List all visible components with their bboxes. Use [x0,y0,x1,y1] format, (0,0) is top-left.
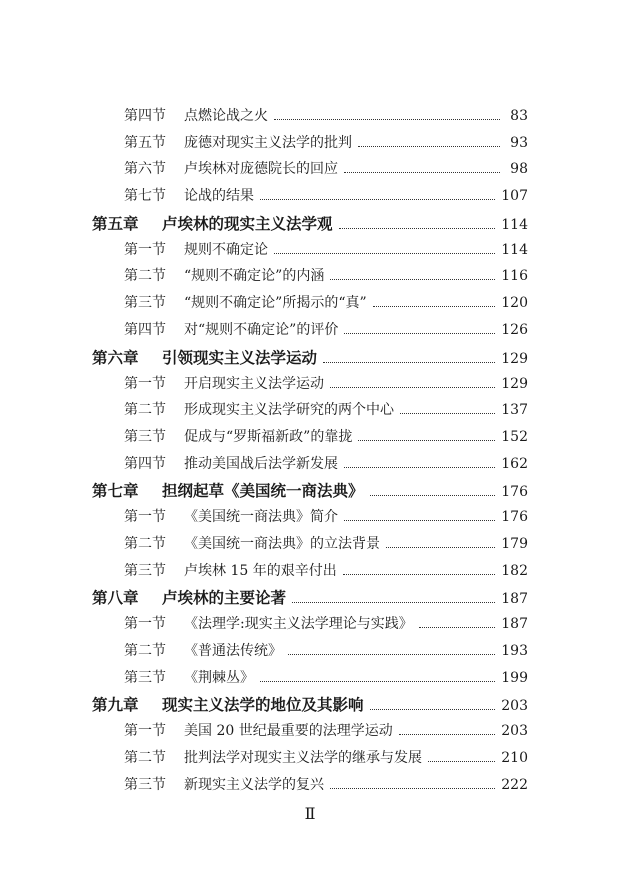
dot-leader [373,305,496,307]
entry-page: 152 [501,428,528,445]
entry-label: 第三节 [124,428,166,445]
entry-title: 点燃论战之火 [184,108,268,124]
dot-leader [344,332,495,334]
entry-page: 179 [501,535,528,552]
chapter-page: 129 [501,350,528,367]
entry-title: 批判法学对现实主义法学的继承与发展 [184,750,422,767]
entry-label: 第四节 [124,321,166,338]
entry-page: 129 [501,375,528,392]
toc-entry [92,640,528,667]
dot-leader [399,733,496,735]
chapter-title: 卢埃林的主要论著 [162,588,287,608]
entry-page: 137 [501,402,528,419]
dot-leader [428,760,495,762]
dot-leader [330,386,495,388]
entry-label: 第三节 [124,669,166,686]
table-of-contents [92,105,528,800]
toc-entry [92,533,528,560]
dot-leader [323,361,495,363]
entry-label: 第三节 [124,562,166,579]
entry-page: 116 [501,268,528,285]
entry-label: 第七节 [124,188,166,205]
entry-label: 第一节 [124,723,166,740]
entry-title: 卢埃林对庞德院长的回应 [184,161,338,178]
toc-entry [92,265,528,292]
dot-leader [292,601,495,603]
toc-entry [92,239,528,266]
dot-leader [386,546,495,548]
toc-entry [92,560,528,587]
entry-label: 第三节 [124,776,166,793]
entry-label: 第二节 [124,268,166,285]
entry-label: 第二节 [124,750,166,767]
entry-page: 83 [510,108,528,124]
chapter-label: 第六章 [92,347,139,367]
chapter-page: 114 [501,216,528,233]
entry-label: 第一节 [124,241,166,258]
entry-label: 第二节 [124,535,166,552]
entry-title: 论战的结果 [184,188,254,205]
chapter-page: 203 [501,698,528,715]
toc-entry [92,506,528,533]
entry-page: 210 [501,750,528,767]
entry-page: 182 [501,562,528,579]
entry-page: 193 [501,643,528,659]
chapter-title: 担纲起草《美国统一商法典》 [162,481,364,501]
toc-chapter [92,212,528,239]
entry-label: 第一节 [124,616,166,633]
chapter-label: 第九章 [92,695,139,715]
entry-title: “规则不确定论”所揭示的“真” [184,295,367,312]
dot-leader [358,439,495,441]
entry-page: 176 [501,509,528,526]
entry-label: 第一节 [124,509,166,526]
entry-label: 第二节 [124,402,166,419]
dot-leader [344,519,495,521]
entry-page: 126 [501,321,528,338]
toc-entry [92,774,528,801]
toc-entry [92,453,528,480]
dot-leader [288,653,495,655]
entry-page: 187 [501,616,528,633]
entry-label: 第六节 [124,161,166,178]
entry-page: 162 [501,455,528,472]
chapter-title: 现实主义法学的地位及其影响 [162,695,364,715]
chapter-page: 176 [501,484,528,501]
toc-entry [92,132,528,159]
entry-title: 形成现实主义法学研究的两个中心 [184,402,394,419]
chapter-page: 187 [501,591,528,608]
entry-page: 199 [501,669,528,686]
entry-label: 第二节 [124,643,166,659]
chapter-label: 第七章 [92,481,139,501]
entry-title: 卢埃林 15 年的艰辛付出 [184,562,337,579]
entry-page: 93 [510,134,528,151]
toc-entry [92,747,528,774]
entry-title: 新现实主义法学的复兴 [184,776,324,793]
dot-leader [358,145,500,147]
dot-leader [330,278,495,280]
chapter-label: 第八章 [92,588,139,608]
entry-page: 222 [501,776,528,793]
entry-title: 对“规则不确定论”的评价 [184,321,339,338]
entry-page: 203 [501,723,528,740]
entry-title: 《美国统一商法典》简介 [184,509,338,526]
chapter-label: 第五章 [92,213,139,233]
dot-leader [274,252,495,254]
toc-entry [92,426,528,453]
entry-page: 107 [501,188,528,205]
page-number: Ⅱ [304,804,316,823]
entry-label: 第三节 [124,295,166,312]
toc-entry [92,158,528,185]
entry-title: 促成与“罗斯福新政”的靠拢 [184,428,353,445]
toc-chapter [92,346,528,373]
entry-title: 推动美国战后法学新发展 [184,455,338,472]
toc-entry [92,185,528,212]
dot-leader [419,626,496,628]
dot-leader [370,708,496,710]
dot-leader [339,227,496,229]
entry-title: 规则不确定论 [184,241,268,258]
entry-title: 《普通法传统》 [184,643,282,659]
chapter-title: 引领现实主义法学运动 [162,347,318,367]
entry-title: “规则不确定论”的内涵 [184,268,325,285]
entry-label: 第五节 [124,134,166,151]
dot-leader [344,171,500,173]
entry-label: 第四节 [124,108,166,124]
toc-chapter [92,479,528,506]
entry-title: 开启现实主义法学运动 [184,375,324,392]
entry-label: 第一节 [124,375,166,392]
dot-leader [274,118,500,120]
toc-entry [92,105,528,132]
toc-entry [92,319,528,346]
dot-leader [344,466,495,468]
chapter-title: 卢埃林的现实主义法学观 [162,213,333,233]
toc-entry [92,399,528,426]
toc-chapter [92,693,528,720]
toc-entry [92,613,528,640]
dot-leader [343,573,496,575]
dot-leader [400,412,495,414]
dot-leader [260,680,495,682]
entry-page: 120 [501,295,528,312]
entry-title: 庞德对现实主义法学的批判 [184,134,352,151]
entry-title: 《美国统一商法典》的立法背景 [184,535,380,552]
toc-chapter [92,586,528,613]
toc-entry [92,292,528,319]
toc-entry [92,720,528,747]
toc-entry [92,667,528,694]
dot-leader [260,198,495,200]
entry-label: 第四节 [124,455,166,472]
entry-page: 114 [501,241,528,258]
dot-leader [370,494,496,496]
dot-leader [330,787,495,789]
entry-title: 《荆棘丛》 [184,669,254,686]
toc-entry [92,373,528,400]
entry-title: 《法理学:现实主义法学理论与实践》 [184,616,413,633]
entry-page: 98 [510,161,528,178]
entry-title: 美国 20 世纪最重要的法理学运动 [184,723,393,740]
